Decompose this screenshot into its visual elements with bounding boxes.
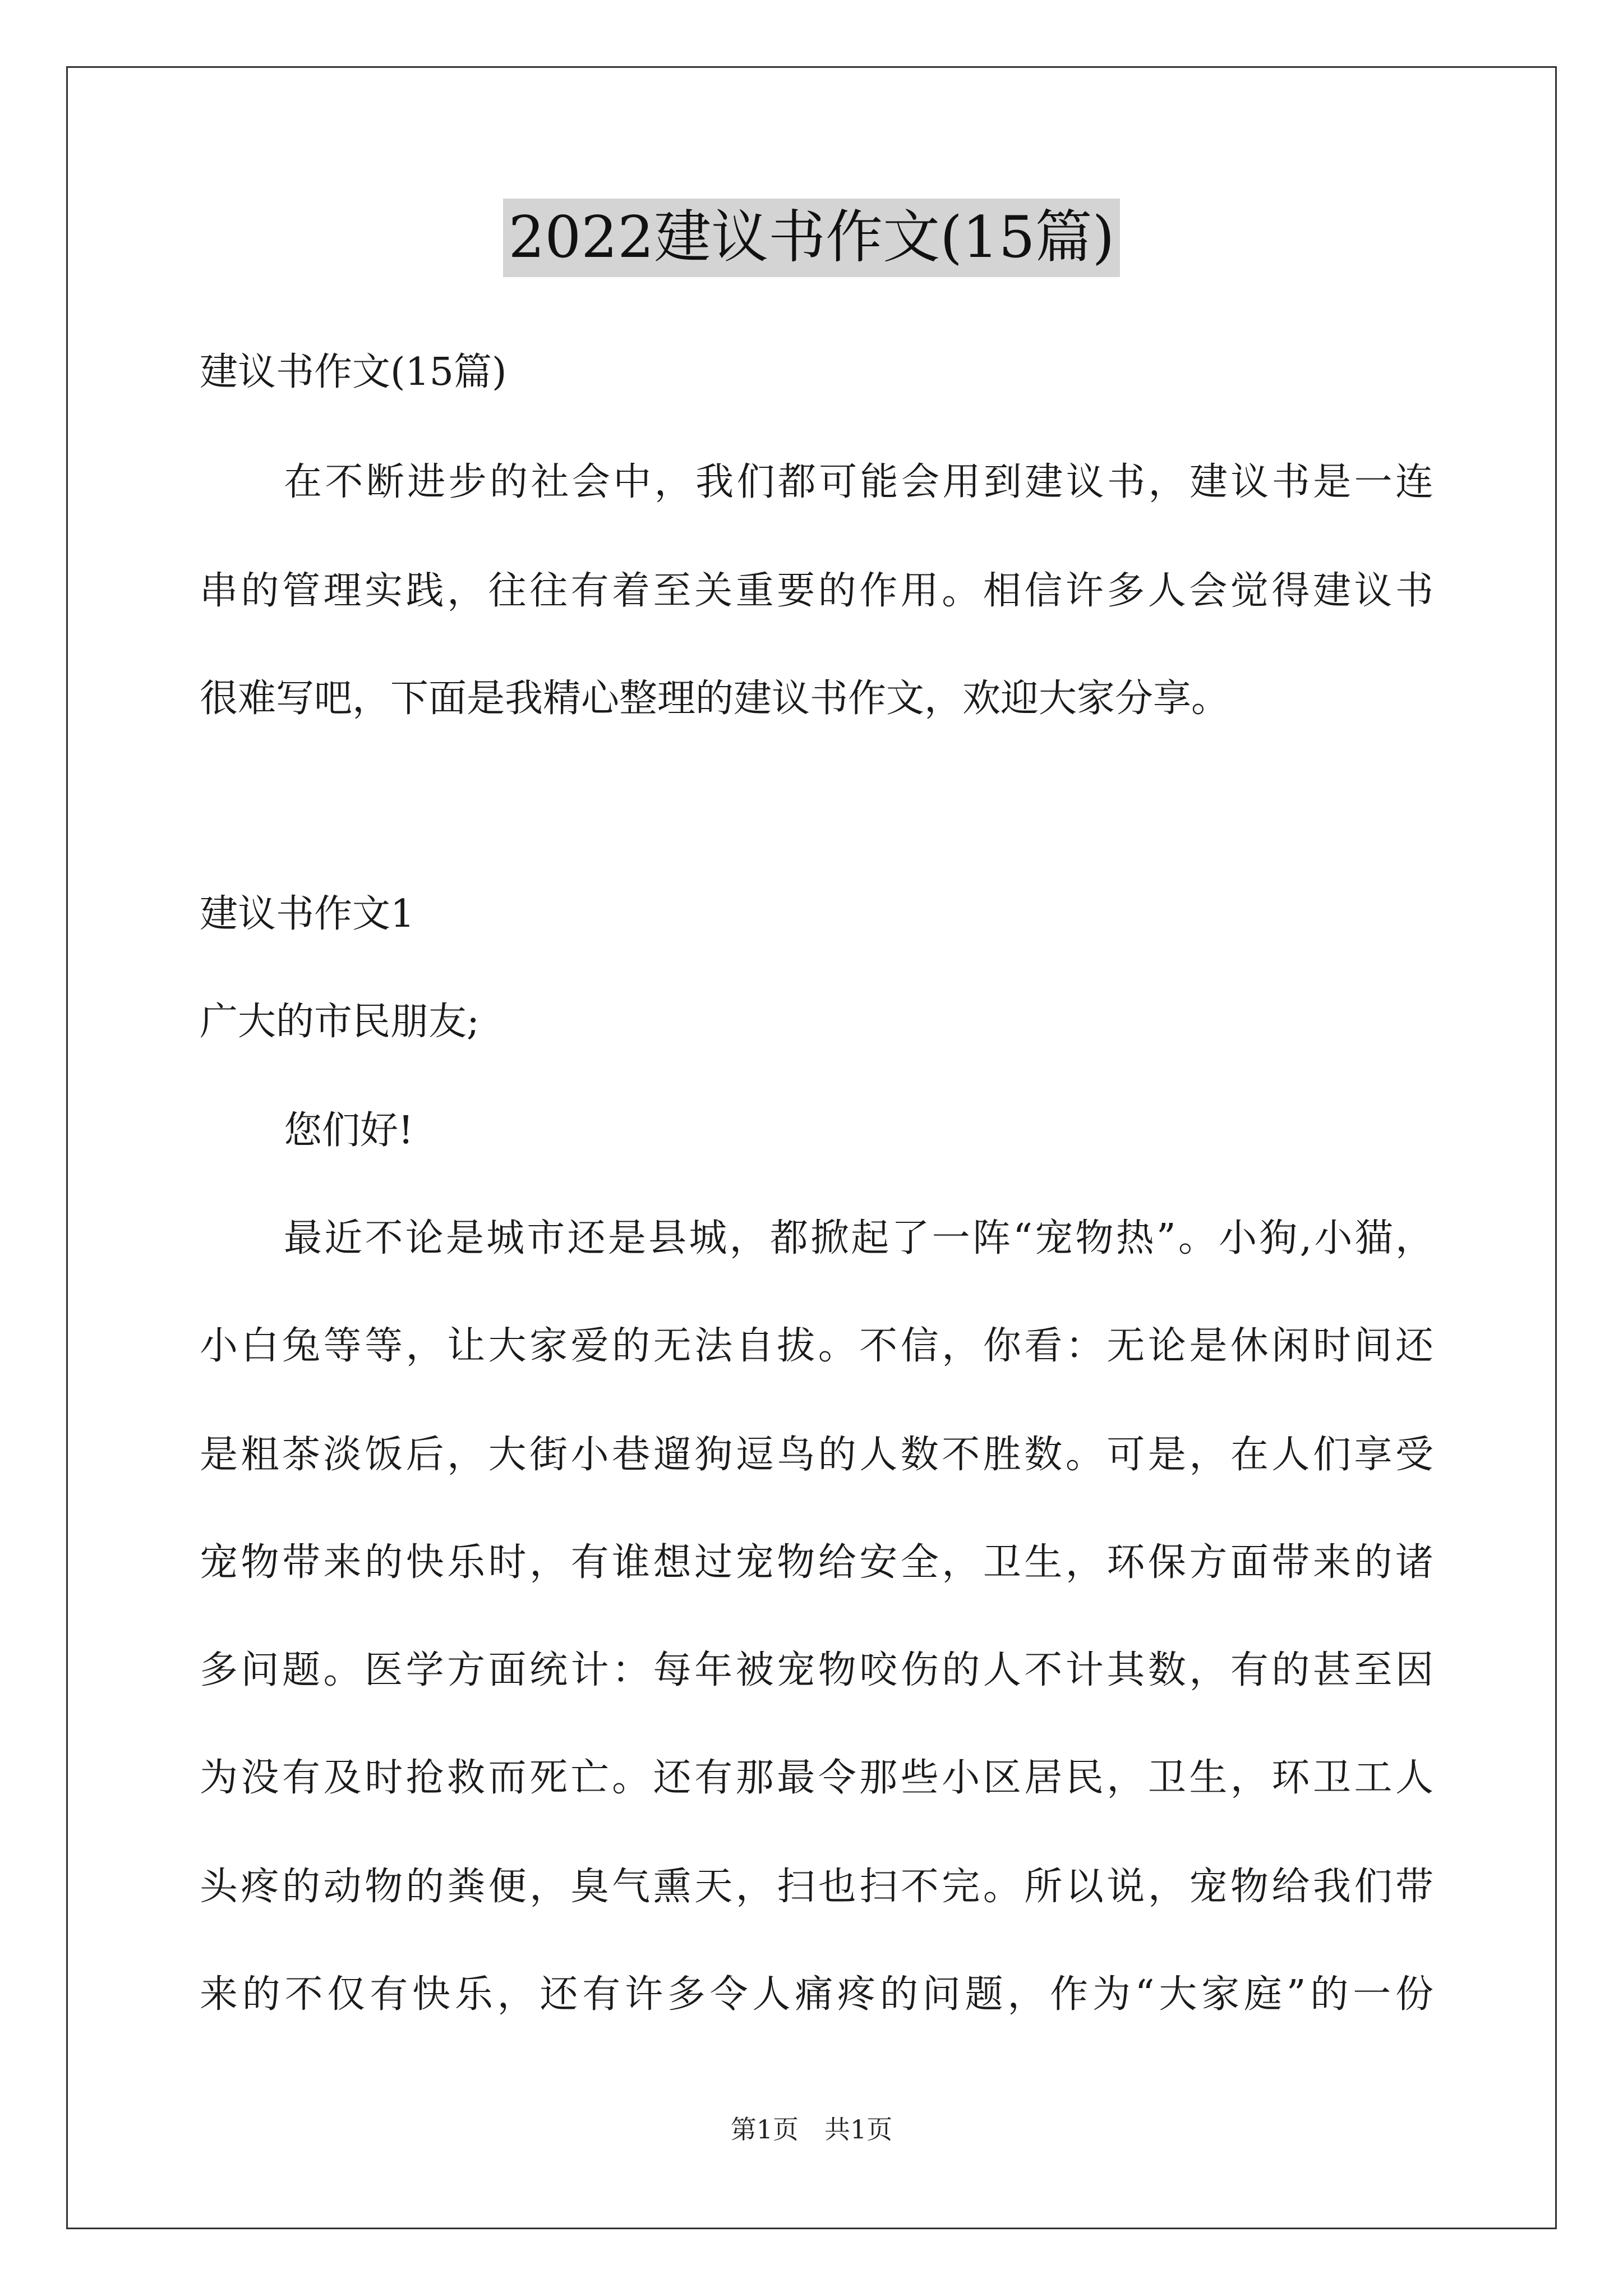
paragraph-line: 宠物带来的快乐时，有谁想过宠物给安全，卫生，环保方面带来的诸: [200, 1540, 1433, 1585]
intro-line: 串的管理实践，往往有着至关重要的作用。相信许多人会觉得建议书: [200, 569, 1433, 613]
title-container: [0, 199, 1623, 277]
paragraph-line: 为没有及时抢救而死亡。还有那最令那些小区居民，卫生，环卫工人: [200, 1756, 1433, 1800]
salutation: 广大的市民朋友;: [200, 1000, 479, 1044]
paragraph-line: 来的不仅有快乐，还有许多令人痛疼的问题，作为“大家庭”的一份: [200, 1972, 1433, 2017]
intro-line: 很难写吧，下面是我精心整理的建议书作文，欢迎大家分享。: [200, 677, 1230, 721]
paragraph-line: 最近不论是城市还是县城，都掀起了一阵“宠物热”。小狗,小猫，: [284, 1216, 1433, 1260]
page-footer: 第1页 共1页: [730, 2114, 893, 2145]
greeting: 您们好!: [284, 1108, 414, 1153]
section-heading: 建议书作文1: [200, 892, 415, 936]
paragraph-line: 头疼的动物的粪便，臭气熏天，扫也扫不完。所以说，宠物给我们带: [200, 1865, 1433, 1909]
document-subtitle: 建议书作文(15篇): [200, 350, 507, 394]
paragraph-line: 是粗茶淡饭后，大街小巷遛狗逗鸟的人数不胜数。可是，在人们享受: [200, 1433, 1433, 1477]
document-title: 2022建议书作文(15篇): [503, 199, 1121, 277]
paragraph-line: 小白兔等等，让大家爱的无法自拔。不信，你看：无论是休闲时间还: [200, 1324, 1433, 1368]
intro-line: 在不断进步的社会中，我们都可能会用到建议书，建议书是一连: [284, 460, 1433, 504]
paragraph-line: 多问题。医学方面统计：每年被宠物咬伤的人不计其数，有的甚至因: [200, 1648, 1433, 1692]
